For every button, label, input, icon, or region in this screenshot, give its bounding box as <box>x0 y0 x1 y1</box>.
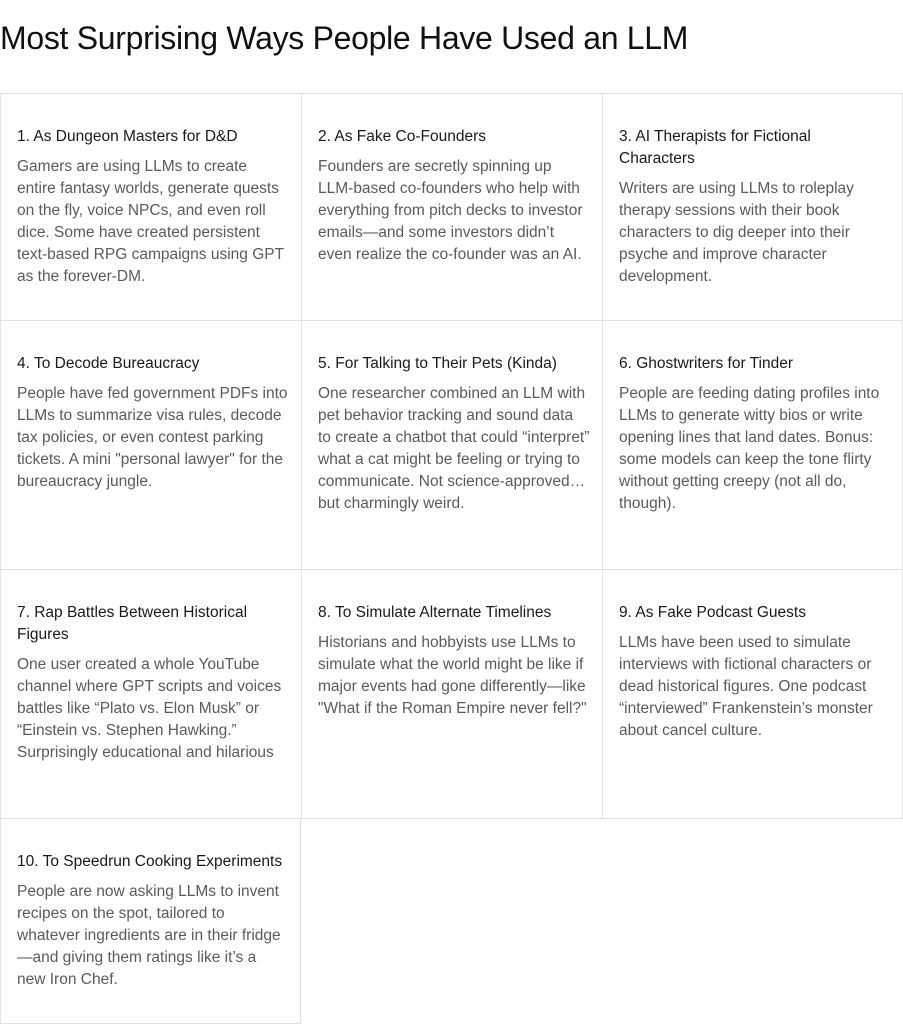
idea-description: LLMs have been used to simulate interviews with fictional characters or dead historical figures. One podcast “interviewed” Frankenstein’s monster about cancel culture. <box>619 634 873 739</box>
idea-card-9 <box>602 569 903 818</box>
idea-title: 4. To Decode Bureaucracy <box>17 355 200 372</box>
idea-title: 8. To Simulate Alternate Timelines <box>318 604 552 621</box>
idea-title: 3. AI Therapists for Fictional Characters <box>619 128 811 167</box>
idea-card-7 <box>0 569 301 818</box>
idea-description: One user created a whole YouTube channel where GPT scripts and voices battles like “Plato vs. Elon Musk” or “Einstein vs. Stephen Hawking.” Surprisingly educational and hilarious <box>17 656 282 761</box>
grid-empty-cell <box>301 818 602 1024</box>
idea-card-5 <box>301 320 602 569</box>
idea-card-1 <box>0 93 301 320</box>
idea-description: Gamers are using LLMs to create entire fantasy worlds, generate quests on the fly, voice NPCs, and even roll dice. Some have created persistent text-based RPG campaigns using GPT as the forever-DM. <box>17 158 284 285</box>
idea-card-3 <box>602 93 903 320</box>
idea-description: People have fed government PDFs into LLMs to summarize visa rules, decode tax policies, or even contest parking tickets. A mini "personal lawyer" for the bureaucracy jungle. <box>17 385 288 490</box>
idea-description: People are feeding dating profiles into LLMs to generate witty bios or write opening lines that land dates. Bonus: some models can keep the tone flirty without getting creepy (not all do, though). <box>619 385 880 512</box>
page-title: Most Surprising Ways People Have Used an LLM <box>0 20 689 56</box>
idea-card-10 <box>0 818 301 1024</box>
idea-title: 5. For Talking to Their Pets (Kinda) <box>318 355 557 372</box>
idea-title: 9. As Fake Podcast Guests <box>619 604 806 621</box>
idea-title: 10. To Speedrun Cooking Experiments <box>17 853 283 870</box>
idea-card-2 <box>301 93 602 320</box>
idea-description: People are now asking LLMs to invent recipes on the spot, tailored to whatever ingredients are in their fridge—and giving them ratings like it’s a new Iron Chef. <box>17 883 281 988</box>
idea-card-8 <box>301 569 602 818</box>
idea-description: Historians and hobbyists use LLMs to simulate what the world might be like if major events had gone differently—like "What if the Roman Empire never fell?" <box>318 634 587 717</box>
idea-description: One researcher combined an LLM with pet behavior tracking and sound data to create a chatbot that could “interpret” what a cat might be feeling or trying to communicate. Not science-approved… but charmingly weird. <box>318 385 590 512</box>
idea-title: 1. As Dungeon Masters for D&D <box>17 128 238 145</box>
idea-description: Founders are secretly spinning up LLM-based co-founders who help with everything from pitch decks to investor emails—and some investors didn’t even realize the co-founder was an AI. <box>318 158 583 263</box>
idea-title: 6. Ghostwriters for Tinder <box>619 355 794 372</box>
idea-card-4 <box>0 320 301 569</box>
idea-description: Writers are using LLMs to roleplay therapy sessions with their book characters to dig deeper into their psyche and improve character development. <box>619 180 854 285</box>
idea-title: 7. Rap Battles Between Historical Figures <box>17 604 248 643</box>
idea-card-6 <box>602 320 903 569</box>
idea-title: 2. As Fake Co-Founders <box>318 128 486 145</box>
ideas-grid <box>0 93 903 1024</box>
grid-empty-cell <box>602 818 903 1024</box>
